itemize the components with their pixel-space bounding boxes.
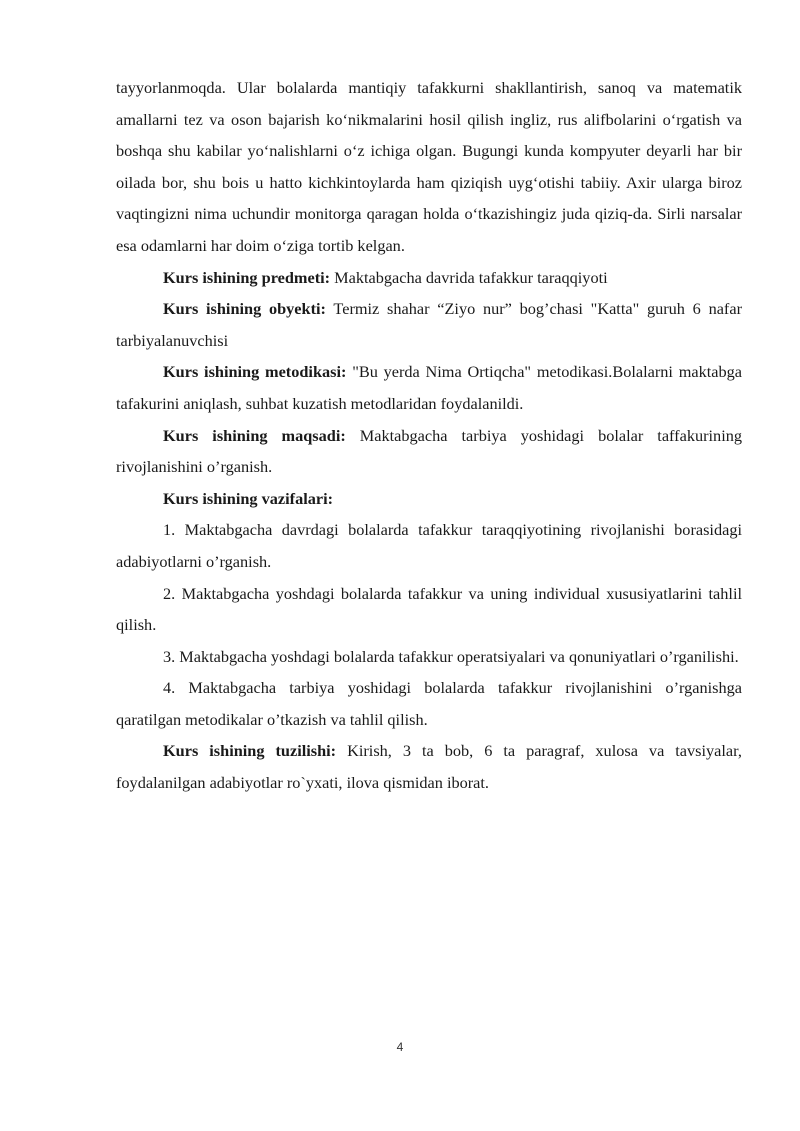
metodika-label: Kurs ishining metodikasi:	[163, 362, 347, 382]
maqsad-paragraph	[116, 420, 742, 483]
obyekt-label: Kurs ishining obyekti:	[163, 299, 326, 319]
vazifa-item: 4. Maktabgacha tarbiya yoshidagi bolalarda tafakkur rivojlanishini o’rganishga qaratilgan metodikalar o’tkazish va tahlil qilish.	[116, 678, 742, 729]
document-body	[116, 72, 742, 799]
predmet-label: Kurs ishining predmeti:	[163, 267, 331, 287]
predmet-paragraph	[116, 262, 742, 294]
metodika-text: "Bu yerda Nima Ortiqcha" metodikasi.Bolalarni maktabga tafakurini aniqlash, suhbat kuzatish metodlaridan foydalanildi.	[116, 362, 742, 413]
intro-paragraph: tayyorlanmoqda. Ular bolalarda mantiqiy tafakkurni shakllantirish, sanoq va matematik amallarni tez va oson bajarish ko‘nikmalarini hosil qilish ingliz, rus alifbolarini o‘rgatish va boshqa shu kabilar yo‘nalishlarni o‘z ichiga olgan. Bugungi kunda kompyuter deyarli har bir oilada bor, shu bois u hatto kichkintoylarda ham qiziqish uyg‘otishi tabiiy. Axir ularga biroz vaqtingizni nima uchundir monitorga qaragan holda o‘tkazishingiz juda qiziq-da. Sirli narsalar esa odamlarni har doim o‘ziga tortib kelgan.	[116, 78, 742, 255]
obyekt-paragraph	[116, 293, 742, 356]
tuzilish-paragraph	[116, 735, 742, 798]
predmet-text: Maktabgacha davrida tafakkur taraqqiyoti	[330, 267, 608, 287]
vazifa-item: 1. Maktabgacha davrdagi bolalarda tafakkur taraqqiyotining rivojlanishi borasidagi adabiyotlarni o’rganish.	[116, 520, 742, 571]
maqsad-label: Kurs ishining maqsadi:	[163, 425, 346, 445]
metodika-paragraph	[116, 356, 742, 419]
obyekt-text: Termiz shahar “Ziyo nur” bog’chasi "Katta" guruh 6 nafar tarbiyalanuvchisi	[116, 299, 743, 350]
tuzilish-text: Kirish, 3 ta bob, 6 ta paragraf, xulosa va tavsiyalar, foydalanilgan adabiyotlar ro`yxati, ilova qismidan iborat.	[116, 741, 742, 793]
tuzilish-label: Kurs ishining tuzilishi:	[163, 741, 337, 761]
vazifa-item: 2. Maktabgacha yoshdagi bolalarda tafakkur va uning individual xususiyatlarini tahlil qilish.	[116, 583, 742, 635]
maqsad-text: Maktabgacha tarbiya yoshidagi bolalar taffakurining rivojlanishini o’rganish.	[116, 425, 742, 477]
page-number: 4	[396, 1040, 404, 1054]
vazifalar-heading: Kurs ishining vazifalari:	[163, 488, 334, 508]
vazifa-item: 3. Maktabgacha yoshdagi bolalarda tafakkur operatsiyalari va qonuniyatlari o’rganilishi.	[163, 646, 739, 666]
